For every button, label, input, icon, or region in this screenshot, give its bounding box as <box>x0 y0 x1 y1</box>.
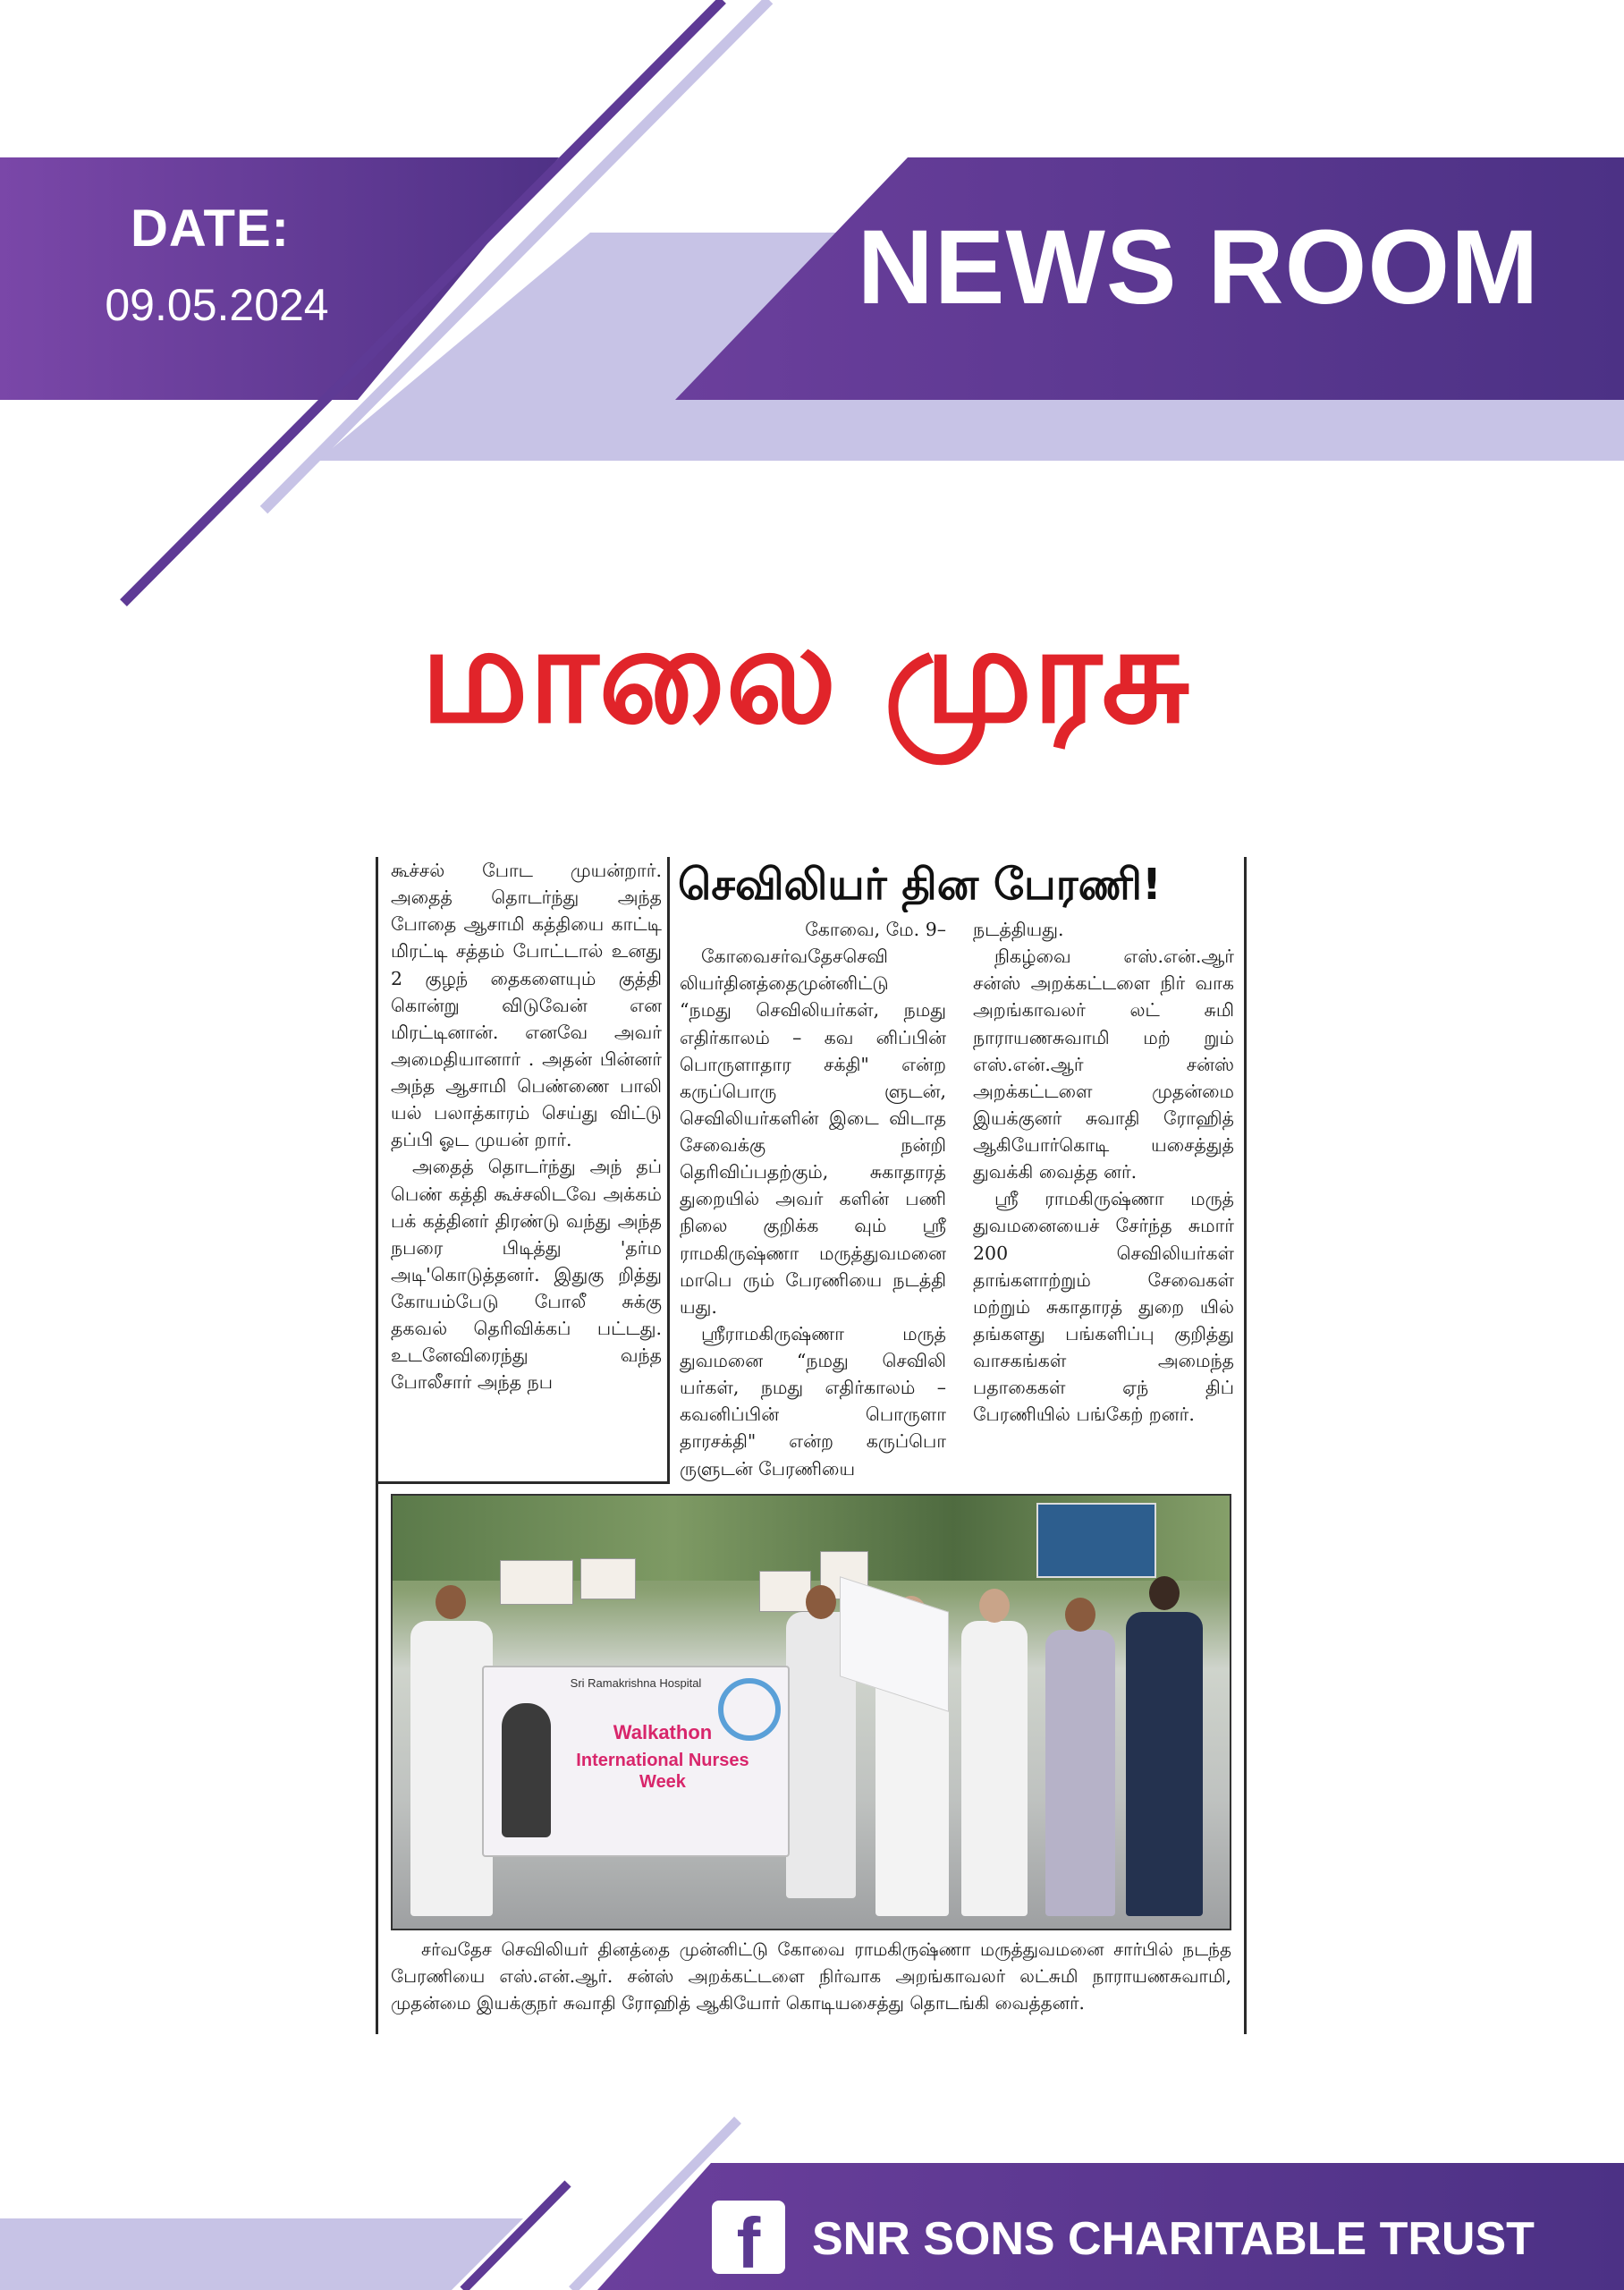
dateline: கோவை, மே. 9– <box>805 919 946 940</box>
banner-figure <box>502 1703 551 1837</box>
banner-title: Walkathon <box>613 1721 713 1743</box>
paragraph: ஸ்ரீ ராமகிருஷ்ணா மருத் துவமனையைச் சேர்ந்த சுமார் 200 செவிலியர்கள் தாங்களாற்றும் சேவைகள் மற்றும் சுகாதாரத் துறை யில் தங்களது பங்களிப்பு குறித்து வாசகங்கள் அமைந்த பதாகைகள் ஏந் திப் பேரணியில் பங்கேற் றனர். <box>973 1188 1234 1426</box>
photo-person-head <box>1065 1598 1095 1632</box>
photo-signboard <box>1036 1503 1156 1578</box>
banner-subtitle: International Nurses Week <box>576 1751 749 1792</box>
date-label: DATE: <box>131 199 290 258</box>
photo-flag <box>840 1576 949 1712</box>
footer-organization-name: SNR SONS CHARITABLE TRUST <box>812 2213 1535 2265</box>
article-column-2 <box>680 916 946 1488</box>
paragraph: கூச்சல் போட முயன்றார். அதைத் தொடர்ந்து அந்த போதை ஆசாமி கத்தியை காட்டி மிரட்டி சத்தம் போட்டால் உனது 2 குழந் தைகளையும் குத்தி கொன்று விடுவேன் என மிரட்டினான். எனவே அவர் அமைதியானார் . அதன் பின்னர் அந்த ஆசாமி பெண்ணை பாலி யல் பலாத்காரம் செய்து விட்டு தப்பி ஓட முயன் றார். <box>391 860 662 1151</box>
page-title: NEWS ROOM <box>857 208 1540 327</box>
photo-banner <box>482 1666 790 1857</box>
paragraph: அதைத் தொடர்ந்து அந் தப் பெண் கத்தி கூச்சலிடவே அக்கம் பக் கத்தினர் திரண்டு வந்து அந்த நபரை பிடித்து 'தர்ம அடி'கொடுத்தனர். இதுகு றித்து கோயம்பேடு போலீ சுக்கு தகவல் தெரிவிக்கப் பட்டது. உடனேவிரைந்து வந்த போலீசார் அந்த நப <box>391 1156 662 1394</box>
photo-person-head <box>1149 1576 1180 1610</box>
photo-person <box>410 1621 493 1916</box>
banner-org: Sri Ramakrishna Hospital <box>570 1676 702 1690</box>
photo-person <box>1045 1630 1115 1916</box>
photo-person-head <box>979 1589 1010 1623</box>
photo-person <box>1126 1612 1203 1916</box>
photo-person-head <box>806 1585 836 1619</box>
article-photo <box>391 1494 1231 1930</box>
article-headline: செவிலியர் தின பேரணி! <box>678 860 1162 910</box>
paragraph: நடத்தியது. <box>973 919 1064 940</box>
footer-lavender-band <box>0 2218 523 2290</box>
newspaper-masthead: மாலை முரசு <box>420 598 1189 753</box>
photo-placard <box>500 1560 573 1605</box>
facebook-icon[interactable]: f <box>712 2201 785 2274</box>
article-column-1 <box>391 857 662 1474</box>
paragraph: கோவைசர்வதேசசெவி லியர்தினத்தைமுன்னிட்டு “நமது செவிலியர்கள், நமது எதிர்காலம் – கவ னிப்பின் பொருளாதார சக்தி" என்ற கருப்பொரு ளுடன், செவிலியர்களின் இடை விடாத சேவைக்கு நன்றி தெரிவிப்பதற்கும், சுகாதாரத் துறையில் அவர் களின் பணி நிலை குறிக்க வும் ஸ்ரீ ராமகிருஷ்ணா மருத்துவமனை மாபெ ரும் பேரணியை நடத்தி யது. <box>680 946 946 1318</box>
column-rule-bottom <box>376 1481 670 1484</box>
column-rule <box>667 857 670 1483</box>
photo-placard <box>580 1558 636 1599</box>
paragraph: நிகழ்வை எஸ்.என்.ஆர் சன்ஸ் அறக்கட்டளை நிர் வாக அறங்காவலர் லட் சுமி நாராயணசுவாமி மற் றும் எஸ்.என்.ஆர் சன்ஸ் அறக்கட்டளை முதன்மை இயக்குனர் சுவாதி ரோஹித் ஆகியோர்கொடி யசைத்துத் துவக்கி வைத்த னர். <box>973 946 1234 1183</box>
photo-placard <box>759 1571 811 1612</box>
photo-person-head <box>436 1585 466 1619</box>
photo-person <box>961 1621 1028 1916</box>
paragraph: ஸ்ரீராமகிருஷ்ணா மருத் துவமனை “நமது செவிலி யர்கள், நமது எதிர்காலம் – கவனிப்பின் பொருளா தாரசக்தி" என்ற கருப்பொ ருளுடன் பேரணியை <box>680 1322 946 1480</box>
banner-ring-icon <box>718 1678 781 1741</box>
article-column-3 <box>973 916 1234 1488</box>
photo-caption: சர்வதேச செவிலியர் தினத்தை முன்னிட்டு கோவை ராமகிருஷ்ணா மருத்துவமனை சார்பில் நடந்த பேரணியை எஸ்.என்.ஆர். சன்ஸ் அறக்கட்டளை நிர்வாக அறங்காவலர் லட்சுமி நாராயணசுவாமி, முதன்மை இயக்குநர் சுவாதி ரோஹித் ஆகியோர் கொடியசைத்து தொடங்கி வைத்தனர். <box>391 1938 1231 2014</box>
date-value: 09.05.2024 <box>105 280 329 330</box>
